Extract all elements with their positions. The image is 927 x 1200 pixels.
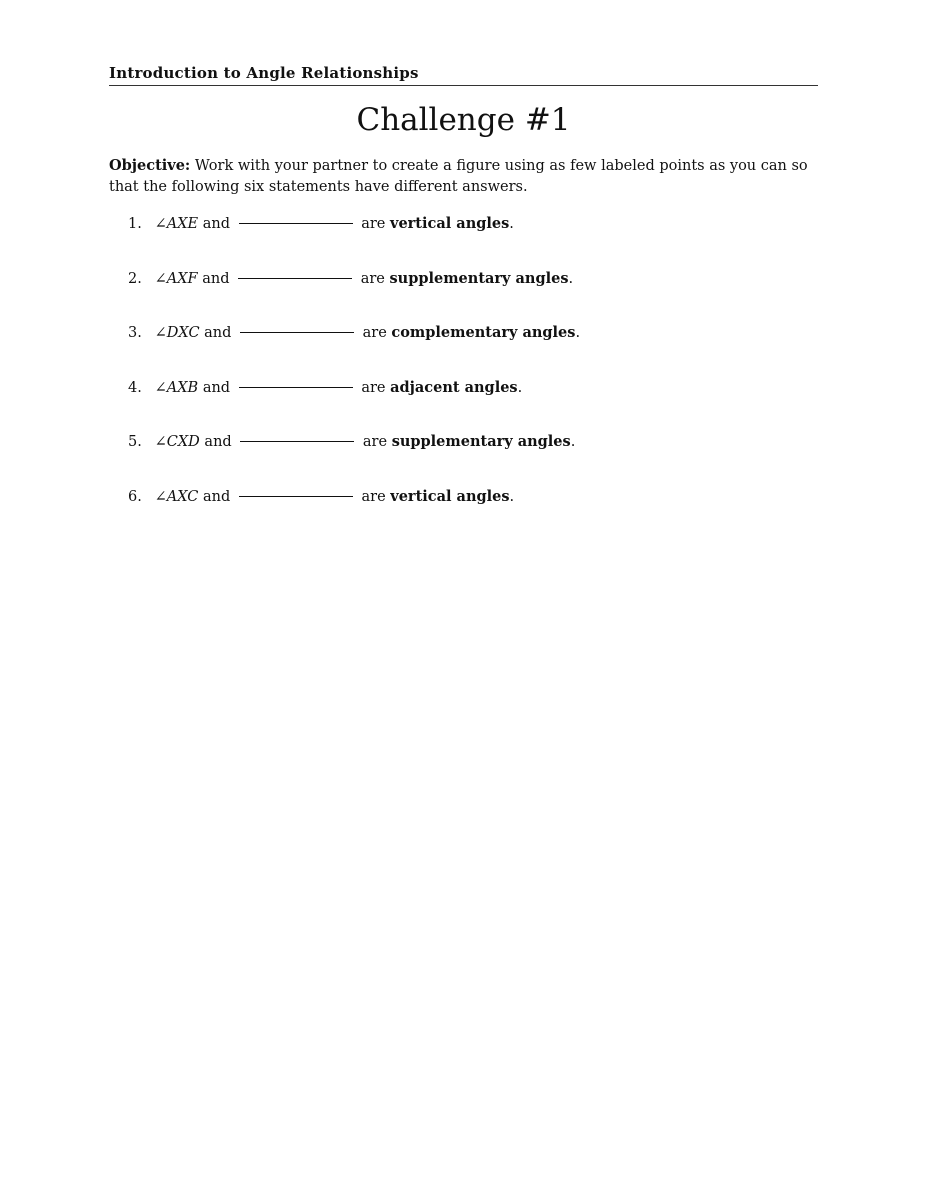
connector-text: and: [204, 325, 232, 342]
item-number: 5.: [128, 434, 142, 451]
item-number: 2.: [128, 270, 142, 287]
statement-item: [128, 269, 818, 324]
statement-item: [128, 323, 818, 378]
angle-name: ∠AXB: [154, 379, 199, 396]
running-header: Introduction to Angle Relationships: [109, 64, 419, 82]
answer-blank[interactable]: [239, 223, 353, 224]
item-number: 3.: [128, 325, 142, 342]
angle-name: ∠AXE: [154, 216, 199, 232]
angle-name: ∠CXD: [154, 434, 200, 451]
connector-text: and: [203, 488, 231, 505]
item-number: 4.: [128, 379, 142, 396]
relationship-term: vertical angles: [390, 487, 510, 505]
middle-text: are: [361, 488, 386, 505]
connector-text: and: [202, 216, 231, 232]
relationship-term: complementary angles: [391, 324, 576, 342]
relationship-term: supplementary angles: [389, 269, 569, 287]
answer-blank[interactable]: [238, 278, 352, 279]
middle-text: are: [362, 325, 387, 342]
item-end: .: [575, 325, 581, 342]
item-number: 1.: [128, 216, 142, 232]
statement-item: [128, 378, 818, 433]
header-rule: [109, 85, 818, 86]
item-end: .: [517, 379, 523, 396]
statement-item: [128, 432, 818, 487]
statement-item: [128, 487, 818, 542]
item-end: .: [568, 270, 574, 287]
statement-list: [128, 214, 818, 542]
statement-item: [128, 214, 818, 269]
answer-blank[interactable]: [239, 387, 353, 388]
connector-text: and: [202, 379, 231, 396]
item-end: .: [509, 216, 514, 232]
middle-text: are: [361, 379, 386, 396]
middle-text: are: [360, 270, 385, 287]
relationship-term: vertical angles: [390, 215, 510, 232]
objective-text: Work with your partner to create a figure using as few labeled points as you can so that the following six statements have different answers.: [109, 158, 808, 195]
answer-blank[interactable]: [240, 332, 354, 333]
angle-name: ∠DXC: [154, 325, 200, 342]
middle-text: are: [362, 434, 388, 451]
page-title: Challenge #1: [356, 102, 571, 138]
connector-text: and: [204, 434, 232, 451]
objective-paragraph: [109, 155, 818, 198]
answer-blank[interactable]: [239, 496, 353, 497]
middle-text: are: [361, 216, 386, 232]
connector-text: and: [202, 270, 230, 287]
relationship-term: adjacent angles: [390, 378, 518, 396]
item-end: .: [509, 488, 515, 505]
angle-name: ∠AXC: [154, 488, 199, 505]
item-end: .: [570, 434, 576, 451]
answer-blank[interactable]: [240, 441, 354, 442]
item-number: 6.: [128, 488, 142, 505]
angle-name: ∠AXF: [154, 270, 198, 287]
objective-label: Objective:: [109, 157, 191, 174]
relationship-term: supplementary angles: [391, 433, 571, 451]
